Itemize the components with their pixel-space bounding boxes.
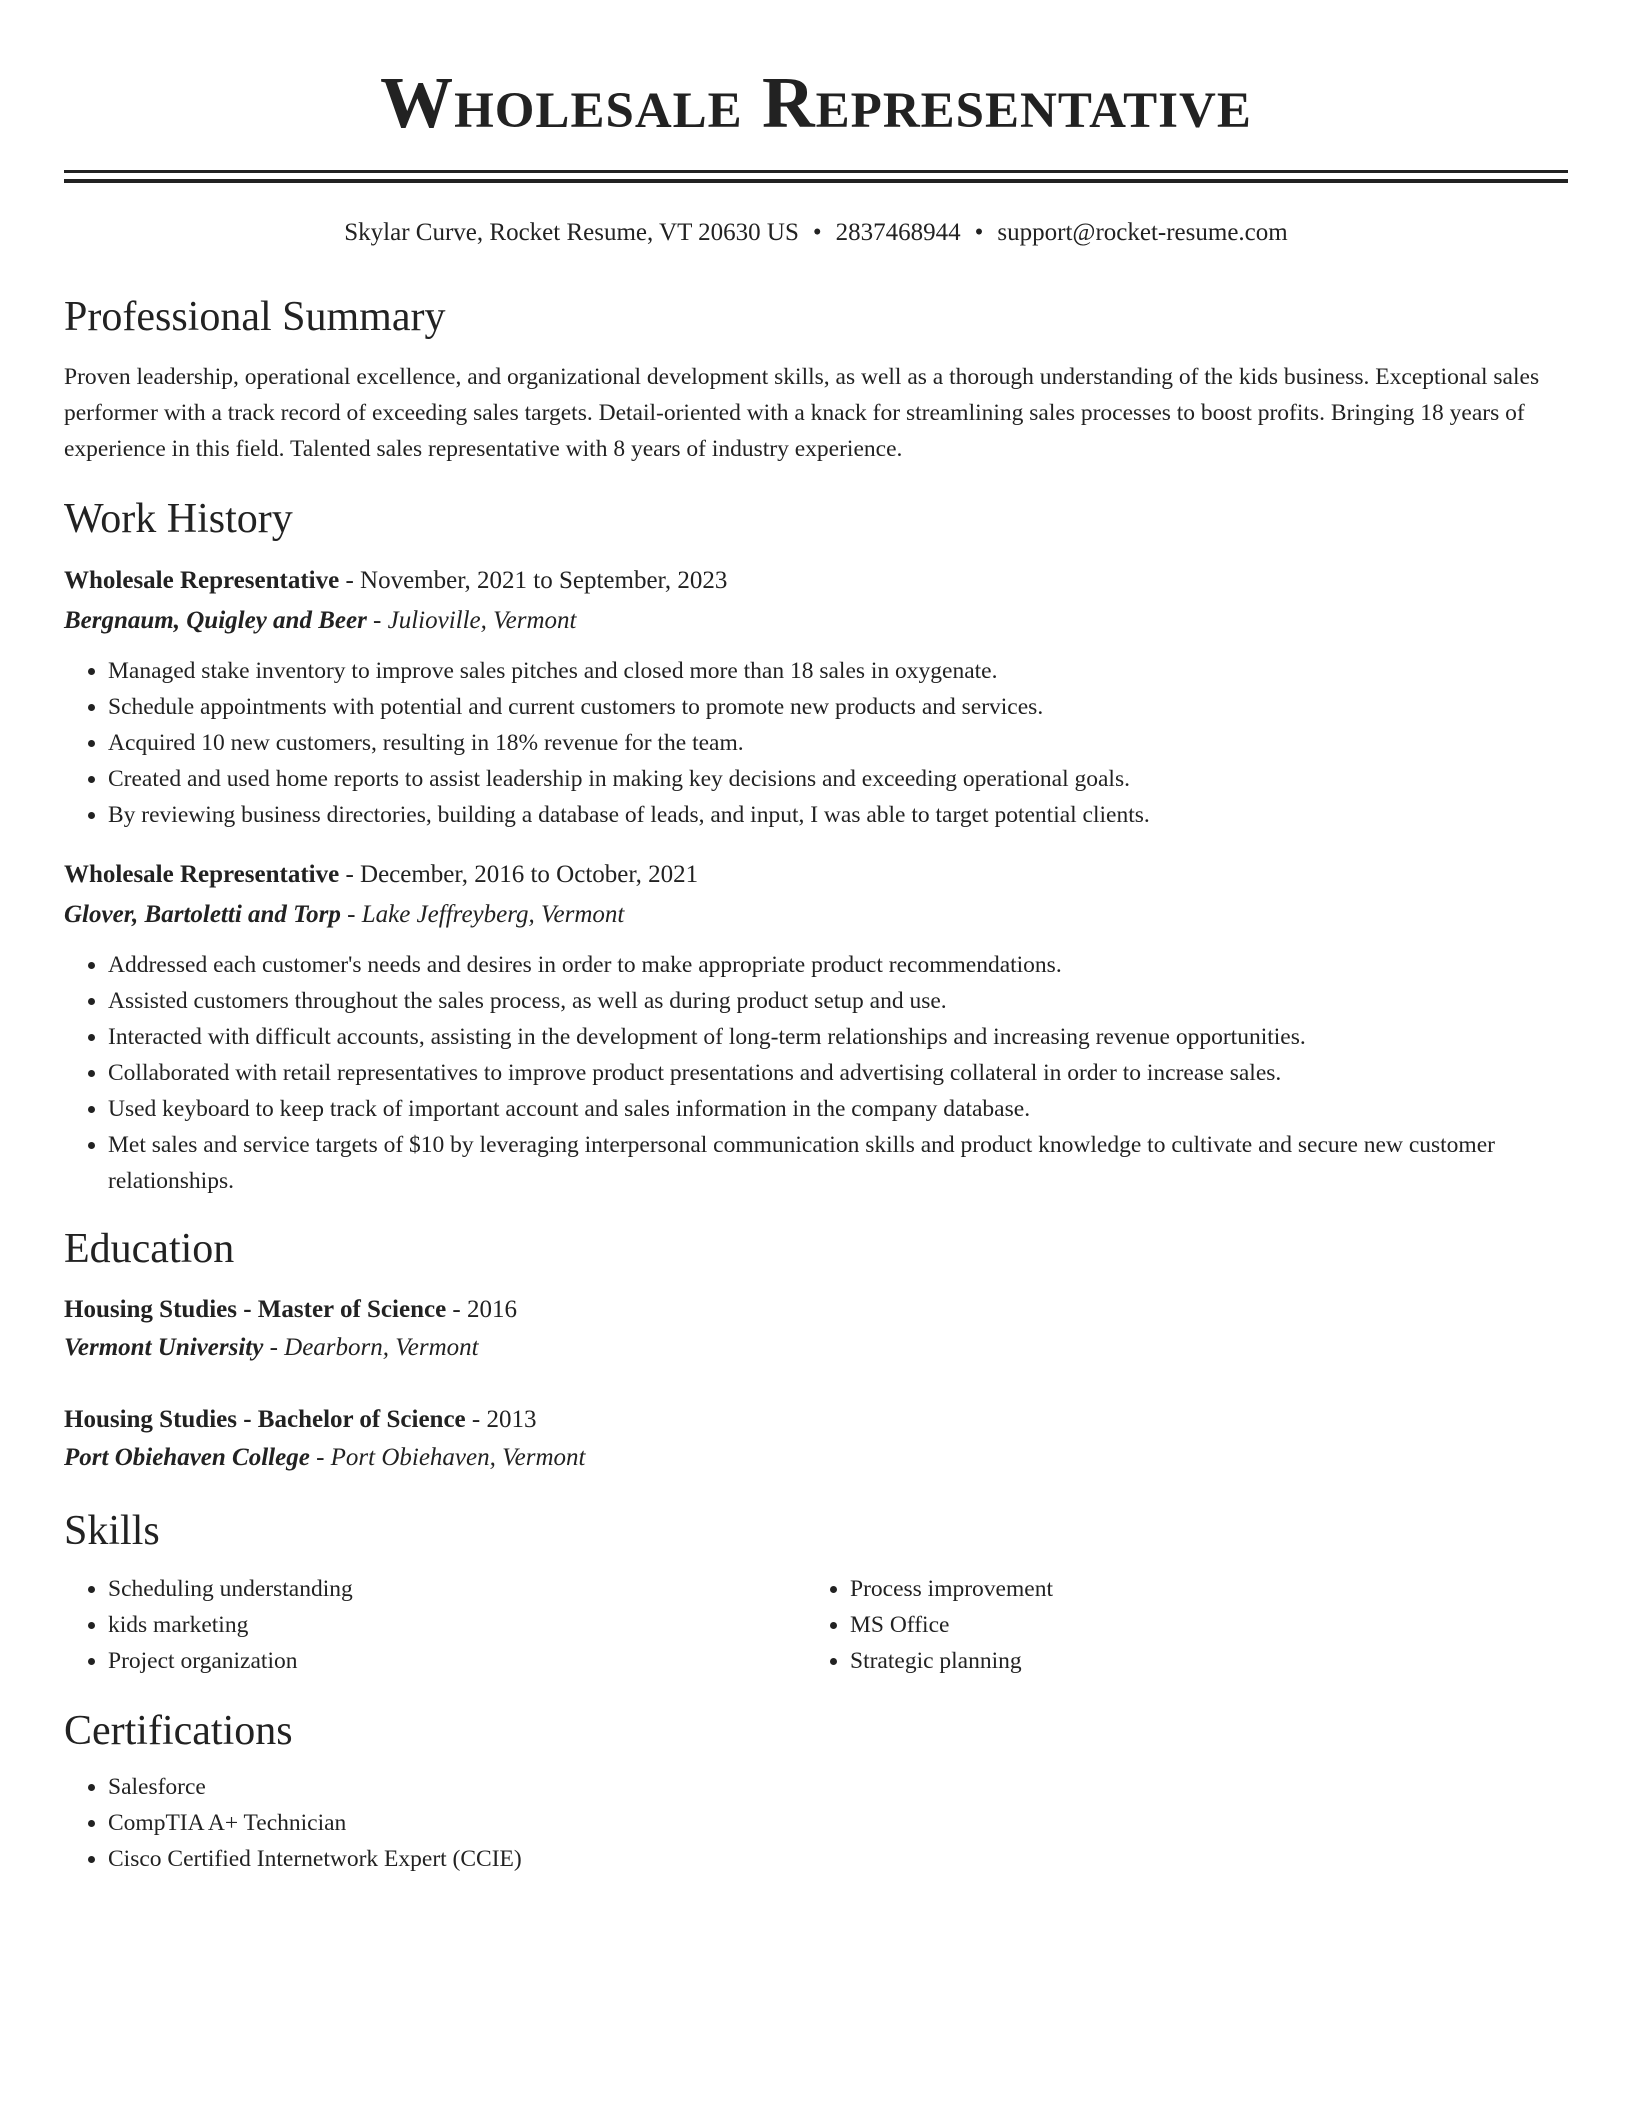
skill-item: • Project organization bbox=[108, 1643, 806, 1679]
skills-section-title: Skills bbox=[64, 1508, 160, 1554]
skill-item: • Scheduling understanding bbox=[108, 1571, 806, 1607]
job-entry bbox=[64, 855, 1568, 1199]
job-dates: - November, 2021 to September, 2023 bbox=[339, 567, 728, 594]
education-location: - Port Obiehaven, Vermont bbox=[309, 1444, 586, 1471]
job-company: Glover, Bartoletti and Torp bbox=[64, 901, 341, 928]
job-header bbox=[64, 561, 1568, 601]
summary-text: Proven leadership, operational excellence, and organizational development skills, as well as a thorough understanding of the kids business. Exceptional sales performer with a track record of exceeding sales targets. Detail-oriented with a knack for streamlining sales processes to boost profits. Bringing 18 years of experience in this field. Talented sales representative with 8 years of industry experience. bbox=[64, 364, 1540, 462]
education-header bbox=[64, 1401, 1568, 1439]
job-bullet: • Created and used home reports to assist leadership in making key decisions and exceeding operational goals. bbox=[108, 761, 1568, 797]
education-degree: Housing Studies - Master of Science bbox=[64, 1296, 447, 1323]
job-location: - Julioville, Vermont bbox=[366, 607, 577, 634]
education-entry bbox=[64, 1401, 1568, 1477]
job-header bbox=[64, 855, 1568, 895]
job-company-line bbox=[64, 601, 1568, 641]
skill-item: • MS Office bbox=[850, 1607, 1548, 1643]
skills-grid bbox=[64, 1571, 1568, 1679]
education-school: Port Obiehaven College bbox=[64, 1444, 310, 1471]
certifications-section-title: Certifications bbox=[64, 1708, 293, 1754]
education-school-line bbox=[64, 1439, 1568, 1477]
job-entry bbox=[64, 561, 1568, 833]
job-bullet: • Schedule appointments with potential and current customers to promote new products and services. bbox=[108, 689, 1568, 725]
contact-phone: 2837468944 bbox=[835, 219, 961, 246]
contact-separator: • bbox=[812, 219, 822, 246]
certifications-list bbox=[64, 1769, 1568, 1877]
job-bullet: • Addressed each customer's needs and desires in order to make appropriate product recommendations. bbox=[108, 947, 1568, 983]
education-school-line bbox=[64, 1329, 1568, 1367]
skill-item: • Process improvement bbox=[850, 1571, 1548, 1607]
header-divider-thin bbox=[64, 170, 1568, 173]
education-year: - 2016 bbox=[446, 1296, 517, 1323]
job-bullet: • Collaborated with retail representatives to improve product presentations and advertising collateral in order to increase sales. bbox=[108, 1055, 1568, 1091]
education-header bbox=[64, 1291, 1568, 1329]
job-role: Wholesale Representative bbox=[64, 567, 340, 594]
summary-section-title: Professional Summary bbox=[64, 294, 446, 340]
header-divider-thick bbox=[64, 179, 1568, 183]
contact-email: support@rocket-resume.com bbox=[997, 219, 1288, 246]
job-dates: - December, 2016 to October, 2021 bbox=[339, 861, 699, 888]
skill-item: • Strategic planning bbox=[850, 1643, 1548, 1679]
certification-item: • CompTIA A+ Technician bbox=[108, 1805, 1568, 1841]
job-bullet: • Interacted with difficult accounts, assisting in the development of long-term relationships and increasing revenue opportunities. bbox=[108, 1019, 1568, 1055]
contact-address: Skylar Curve, Rocket Resume, VT 20630 US bbox=[344, 219, 799, 246]
skill-item: • kids marketing bbox=[108, 1607, 806, 1643]
contact-line bbox=[64, 217, 1568, 249]
job-bullet: • Used keyboard to keep track of important account and sales information in the company database. bbox=[108, 1091, 1568, 1127]
skills-column-left bbox=[64, 1571, 806, 1679]
job-bullet-list bbox=[64, 947, 1568, 1199]
job-location: - Lake Jeffreyberg, Vermont bbox=[340, 901, 625, 928]
certification-item: • Cisco Certified Internetwork Expert (CCIE) bbox=[108, 1841, 1568, 1877]
job-company-line bbox=[64, 895, 1568, 935]
education-school: Vermont University bbox=[64, 1334, 264, 1361]
work-history-section-title: Work History bbox=[64, 496, 293, 542]
skills-column-right bbox=[806, 1571, 1548, 1679]
job-company: Bergnaum, Quigley and Beer bbox=[64, 607, 367, 634]
job-bullet: • By reviewing business directories, building a database of leads, and input, I was able to target potential clients. bbox=[108, 797, 1568, 833]
job-bullet: • Acquired 10 new customers, resulting in 18% revenue for the team. bbox=[108, 725, 1568, 761]
education-year: - 2013 bbox=[465, 1406, 537, 1433]
job-role: Wholesale Representative bbox=[64, 861, 340, 888]
certification-item: • Salesforce bbox=[108, 1769, 1568, 1805]
job-bullet-list bbox=[64, 653, 1568, 833]
education-entry bbox=[64, 1291, 1568, 1367]
job-bullet: • Assisted customers throughout the sales process, as well as during product setup and use. bbox=[108, 983, 1568, 1019]
education-degree: Housing Studies - Bachelor of Science bbox=[64, 1406, 466, 1433]
job-bullet: • Met sales and service targets of $10 by leveraging interpersonal communication skills and product knowledge to cultivate and secure new customer relationships. bbox=[108, 1127, 1568, 1199]
education-section-title: Education bbox=[64, 1226, 235, 1272]
resume-name-heading: Wholesale Representative bbox=[380, 62, 1252, 143]
job-bullet: • Managed stake inventory to improve sales pitches and closed more than 18 sales in oxygenate. bbox=[108, 653, 1568, 689]
education-location: - Dearborn, Vermont bbox=[263, 1334, 479, 1361]
contact-separator: • bbox=[974, 219, 984, 246]
